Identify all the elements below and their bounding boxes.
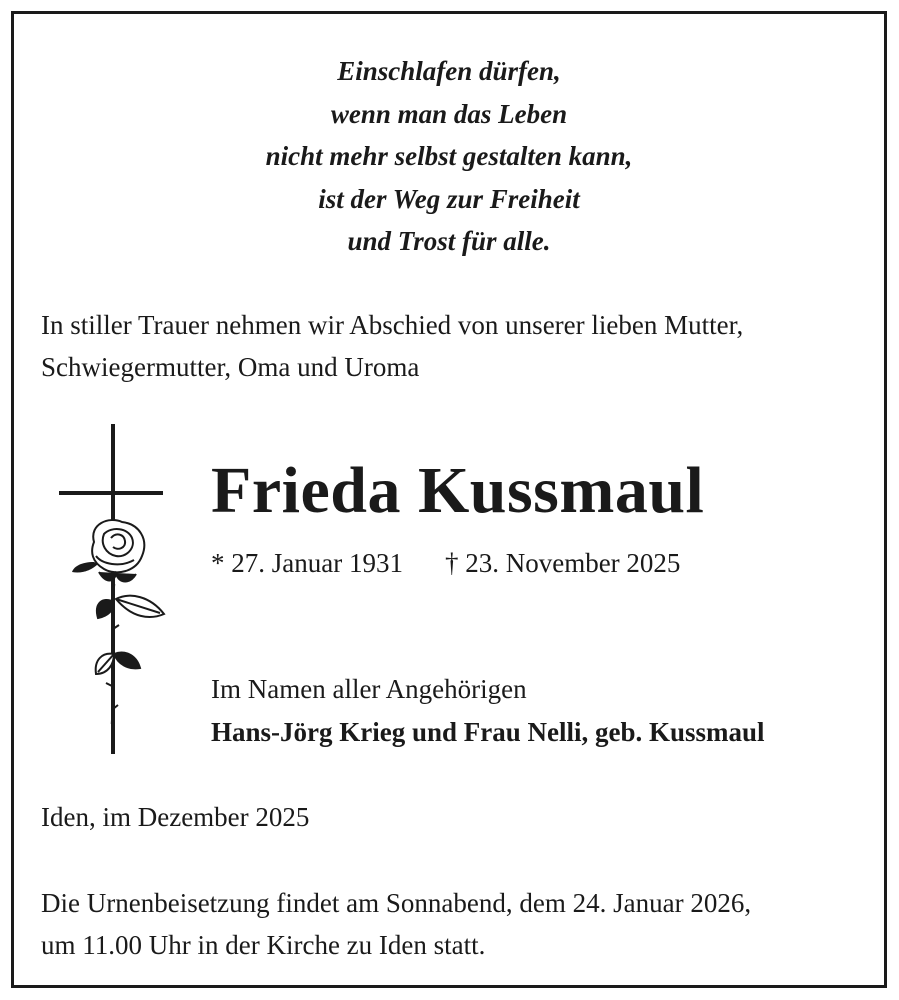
family-label: Im Namen aller Angehörigen xyxy=(211,674,527,704)
life-dates xyxy=(211,544,680,582)
poem-line: nicht mehr selbst gestalten kann, xyxy=(265,141,633,171)
intro-line: Schwiegermutter, Oma und Uroma xyxy=(41,352,420,382)
place-date: Iden, im Dezember 2025 xyxy=(41,802,310,832)
deceased-name: Frieda Kussmaul xyxy=(211,454,705,527)
cross-with-rose-icon xyxy=(54,424,174,754)
poem xyxy=(14,50,884,263)
burial-notice xyxy=(41,882,751,966)
poem-line: ist der Weg zur Freiheit xyxy=(318,183,580,214)
birth-date: * 27. Januar 1931 xyxy=(211,548,403,578)
obituary-frame xyxy=(11,11,887,988)
burial-notice-line: Die Urnenbeisetzung findet am Sonnabend, dem 24. Januar 2026, xyxy=(41,888,752,918)
family-names: Hans-Jörg Krieg und Frau Nelli, geb. Kussmaul xyxy=(211,717,765,747)
intro-text xyxy=(41,304,871,388)
death-date: † 23. November 2025 xyxy=(444,548,681,578)
burial-notice-line: um 11.00 Uhr in der Kirche zu Iden statt. xyxy=(41,930,486,960)
poem-line: Einschlafen dürfen, xyxy=(337,56,561,86)
intro-line: In stiller Trauer nehmen wir Abschied von unserer lieben Mutter, xyxy=(41,310,744,340)
poem-line: wenn man das Leben xyxy=(330,98,568,129)
poem-line: und Trost für alle. xyxy=(347,226,551,256)
